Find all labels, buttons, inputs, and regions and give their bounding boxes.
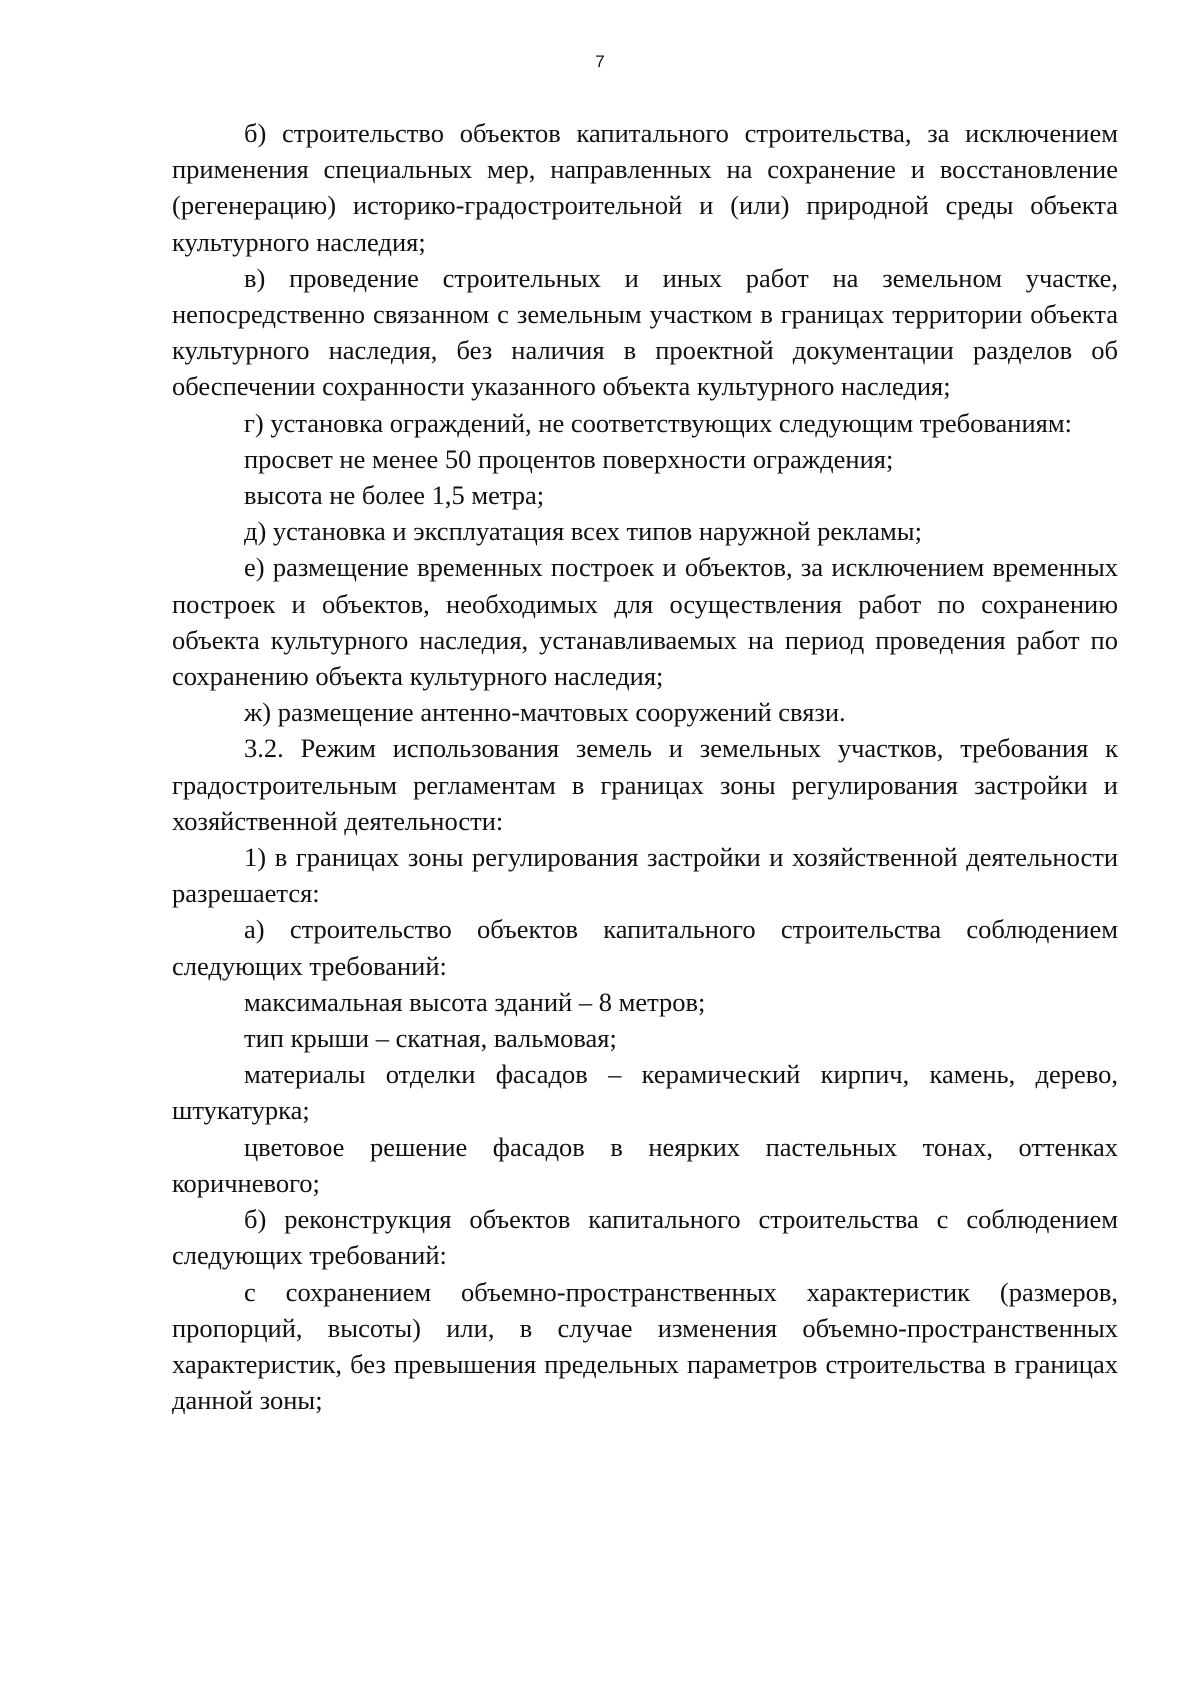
paragraph-facade-materials: материалы отделки фасадов – керамический кирпич, камень, дерево, штукатурка; [172, 1059, 1118, 1126]
paragraph-zh-antennas: ж) размещение антенно-мачтовых сооружений связи. [244, 697, 846, 728]
paragraph-3-2-regime: 3.2. Режим использования земель и земельных участков, требования к градостроительным регламентам в границах зоны регулирования застройки и хозяйственной деятельности: [172, 733, 1118, 836]
paragraph-1-allowed: 1) в границах зоны регулирования застройки и хозяйственной деятельности разрешается: [172, 842, 1118, 909]
paragraph-facade-colors: цветовое решение фасадов в неярких пастельных тонах, оттенках коричневого; [172, 1131, 1118, 1198]
paragraph-b-reconstruction: б) реконструкция объектов капитального строительства с соблюдением следующих требований: [172, 1204, 1118, 1271]
paragraph-b-construction: б) строительство объектов капитального строительства, за исключением применения специальных мер, направленных на сохранение и восстановление (регенерацию) историко-градостроительной и (или) природной среды объекта культурного наследия; [172, 118, 1118, 257]
paragraph-v-works: в) проведение строительных и иных работ на земельном участке, непосредственно связанном с земельным участком в границах территории объекта культурного наследия, без наличия в проектной документации разделов об обеспечении сохранности указанного объекта культурного наследия; [172, 262, 1118, 402]
paragraph-a-construction-requirements: а) строительство объектов капитального строительства соблюдением следующих требований: [172, 914, 1118, 981]
paragraph-fence-height: высота не более 1,5 метра; [244, 480, 545, 511]
paragraph-volume-preservation: с сохранением объемно-пространственных характеристик (размеров, пропорций, высоты) или, в случае изменения объемно-пространственных характеристик, без превышения предельных параметров строительства в границах данной зоны; [172, 1276, 1118, 1416]
paragraph-d-advertising: д) установка и эксплуатация всех типов наружной рекламы; [244, 516, 922, 547]
paragraph-e-temporary-buildings: е) размещение временных построек и объектов, за исключением временных построек и объектов, необходимых для осуществления работ по сохранению объекта культурного наследия, устанавливаемых на период проведения работ по сохранению объекта культурного наследия; [172, 552, 1118, 692]
document-body [172, 115, 1118, 1418]
paragraph-g-fences: г) установка ограждений, не соответствующих следующим требованиям: [244, 407, 1072, 438]
paragraph-roof-type: тип крыши – скатная, вальмовая; [244, 1023, 617, 1054]
page-number: 7 [595, 52, 605, 71]
paragraph-fence-clearance: просвет не менее 50 процентов поверхности ограждения; [244, 443, 894, 474]
paragraph-max-height: максимальная высота зданий – 8 метров; [244, 986, 706, 1017]
